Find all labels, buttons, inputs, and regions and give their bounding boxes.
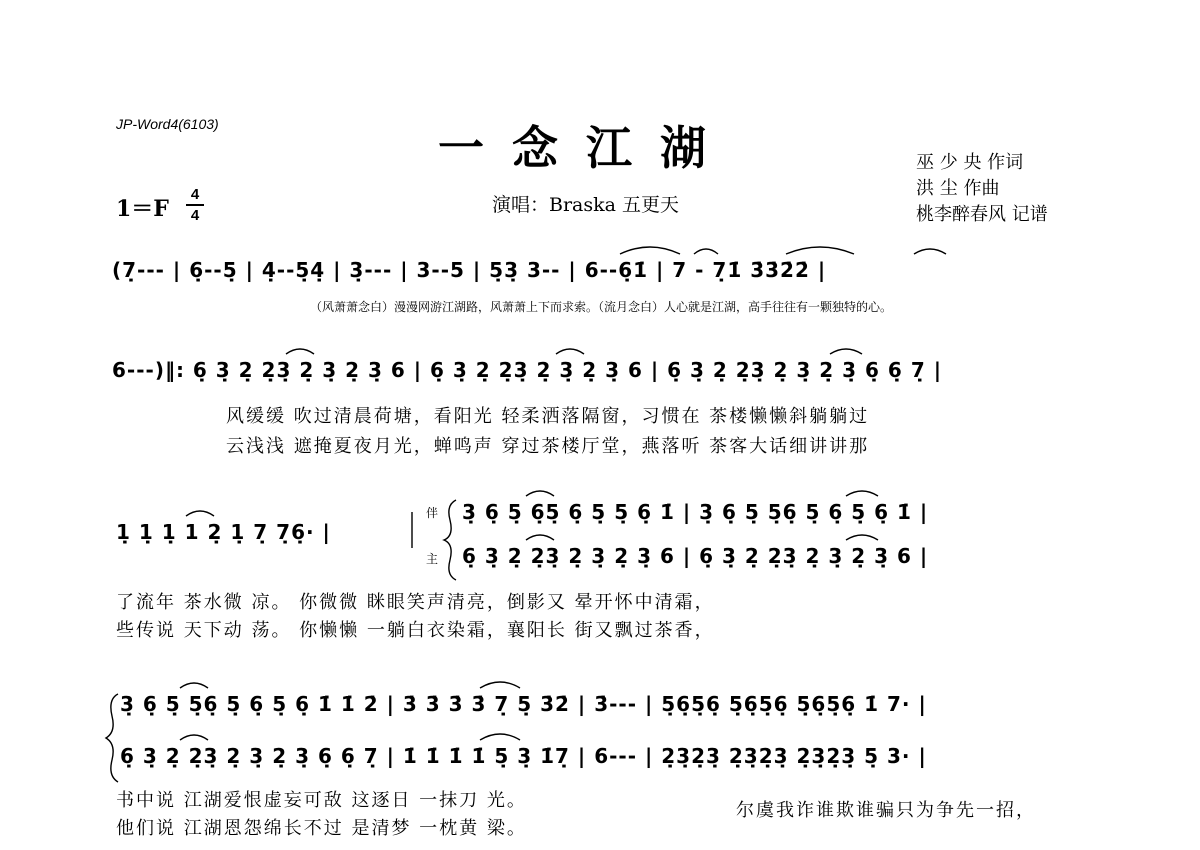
system-brace [444, 500, 456, 580]
narration: （风萧萧念白）漫漫网游江湖路，风萧萧上下而求索。（流月念白）人心就是江湖，高手往往有一颗独特的心。 [310, 300, 893, 314]
score-row-2-notes: 6---)‖: 6̣ 3̣ 2̣ 2̣3̣ 2̣ 3̣ 2̣ 3̣ 6 | 6̣ 3̣ 2̣ 2̣3̣ 2̣ 3̣ 2̣ 3̣ 6 | 6̣ 3̣ 2̣ 2̣3̣ 2̣ 3̣ 2̣ 3̣ 6̣ 6̣ 7̣ | [112, 358, 942, 382]
system-brace [106, 694, 118, 782]
transcriber-credit: 桃李醉春风 记谱 [916, 204, 1048, 225]
lyricist-credit: 巫 少 央 作词 [916, 152, 1024, 173]
lyrics-row-4-verse-1: 书中说 江湖爱恨虚妄可敌 这逐日 一抹刀 光。 [116, 790, 527, 811]
performer: 演唱：Braska 五更天 [492, 194, 680, 216]
slur [830, 349, 862, 354]
slur [480, 734, 520, 740]
accompaniment-label: 伴 [426, 506, 439, 520]
slur [526, 491, 554, 496]
score-row-3-notes-left: 1̣ 1̣ 1̣ 1 2̣ 1̣ 7̣ 7̣6̣· | [116, 520, 331, 544]
score-row-1-notes: (7̣--- | 6̣--5̣ | 4̣--5̣4̣ | 3̣--- | 3--5 | 5̣3̣ 3-- | 6--6̣1̇ | 7 - 7̣1̇ 3̇3̇2̇2̇ | [112, 258, 827, 282]
page-title: 一念江湖 [438, 121, 734, 175]
key-signature: 1＝F [116, 196, 169, 222]
slur [556, 349, 584, 354]
software-label: JP-Word4(6103) [116, 116, 219, 132]
slur [846, 535, 878, 540]
slur [186, 511, 214, 516]
score-row-3-accompaniment: 3̣ 6̣ 5̣ 6̣5̣ 6̣ 5̣ 5̣ 6̣ 1̇ | 3̣ 6̣ 5̣ 5̣6̣ 5̣ 6̣ 5̣ 6̣ 1̇ | [462, 500, 929, 524]
lyrics-row-3-verse-2: 些传说 天下动 荡。 你懒懒 一躺白衣染霜，襄阳长 街又飘过茶香， [116, 620, 715, 641]
slur [286, 349, 314, 354]
time-signature-top: 4 [190, 186, 200, 203]
lyrics-row-2-verse-1: 风缓缓 吹过清晨荷塘，看阳光 轻柔洒落隔窗，习惯在 茶楼懒懒斜躺躺过 [226, 406, 870, 427]
time-signature-bottom: 4 [190, 207, 200, 224]
lyrics-row-4-verse-3: 尔虞我诈谁欺谁骗只为争先一招， [736, 800, 1036, 821]
main-melody-label: 主 [426, 552, 439, 566]
lyrics-row-4-verse-2: 他们说 江湖恩怨绵长不过 是清梦 一枕黄 梁。 [116, 818, 527, 839]
slur [914, 249, 946, 254]
slur [620, 247, 680, 254]
slur [480, 682, 520, 688]
lyrics-row-2-verse-2: 云浅浅 遮掩夏夜月光，蝉鸣声 穿过茶楼厅堂，燕落听 茶客大话细讲讲那 [226, 436, 870, 457]
slur [180, 735, 208, 740]
score-row-4-accompaniment: 3̣ 6̣ 5̣ 5̣6̣ 5̣ 6̣ 5̣ 6̣ 1̇ 1̇ 2̇ | 3̇ 3̇ 3̇ 3̇ 7̣ 5̣ 3̇2̇ | 3̇--- | 5̣6̣5̣6̣ 5̣6̣5̣6̣ 5̣6̣5̣6̣ 1̇ 7· | [120, 692, 927, 716]
composer-credit: 洪 尘 作曲 [916, 178, 1000, 199]
slur [180, 683, 208, 688]
score-row-4-main: 6̣ 3̣ 2̣ 2̣3̣ 2̣ 3̣ 2̣ 3̣ 6̣ 6̣ 7̣ | 1̇ 1̇ 1̇ 1̇ 5̣ 3̣ 1̇7̣ | 6--- | 2̣3̣2̣3̣ 2̣3̣2̣3̣ 2̣3̣2̣3̣ 5̣ 3· | [120, 744, 927, 768]
slur [786, 247, 854, 254]
slur [526, 535, 554, 540]
lyrics-row-3-verse-1: 了流年 茶水微 凉。 你微微 眯眼笑声清亮，倒影又 晕开怀中清霜， [116, 592, 715, 613]
slur [694, 249, 718, 254]
score-row-3-main: 6̣ 3̣ 2̣ 2̣3̣ 2̣ 3̣ 2̣ 3̣ 6 | 6̣ 3̣ 2̣ 2̣3̣ 2̣ 3̣ 2̣ 3̣ 6 | [462, 544, 929, 568]
slur [846, 491, 878, 496]
